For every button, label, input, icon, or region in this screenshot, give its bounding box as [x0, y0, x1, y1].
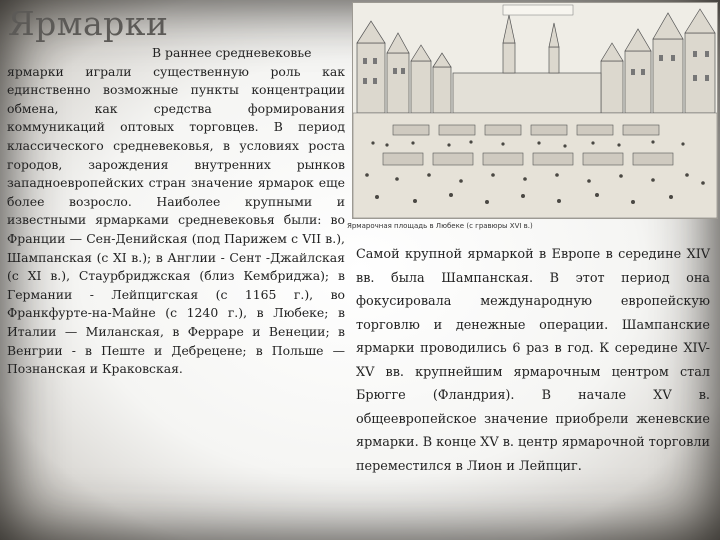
right-text-block: Самой крупной ярмаркой в Европе в середине XIV вв. была Шампанская. В этот период она фокусировала международную европейскую торговлю и денежные операции. Шампанские ярмарки проводились 6 раз в год. К середине XIV-XV вв. крупнейшим ярмарочным центром стал Брюгге (Фландрия). В начале XV в. общеевропейское значение приобрели женевские ярмарки. В конце XV в. центр ярмарочной торговли переместился в Лион и Лейпциг. [356, 247, 710, 474]
lubeck-market-engraving [352, 2, 718, 219]
left-text-first-line: В раннее средневековье [152, 45, 312, 60]
left-text-block [7, 44, 345, 379]
image-caption: Ярмарочная площадь в Любеке (с гравюры XVI в.) [347, 222, 533, 230]
left-text-body: ярмарки играли существенную роль как единственно возможные пункты концентрации обмена, как средства формирования коммуникаций оптовых торговцев. В период классического средневековья, в условиях роста городов, зарождения внутренних рынков западноевропейских стран значение ярмарок еще более возросло. Наиболее крупными и известными ярмарками средневековья были: во Франции — Сен-Денийская (под Парижем с VII в.), Шампанская (с XI в.); в Англии - Сент -Джайлская (с XI в.), Стаурбриджская (близ Кембриджа); в Германии - Лейпцигская (с 1165 г.), во Франкфурте-на-Майне (с 1240 г.), в Любеке; в Италии — Миланская, в Ферраре и Венеции; в Венгрии - в Пеште и Дебрецене; в Польше — Познанская и Краковская. [7, 63, 345, 377]
engraving-illustration [353, 3, 717, 218]
slide-title: Ярмарки [8, 4, 169, 43]
